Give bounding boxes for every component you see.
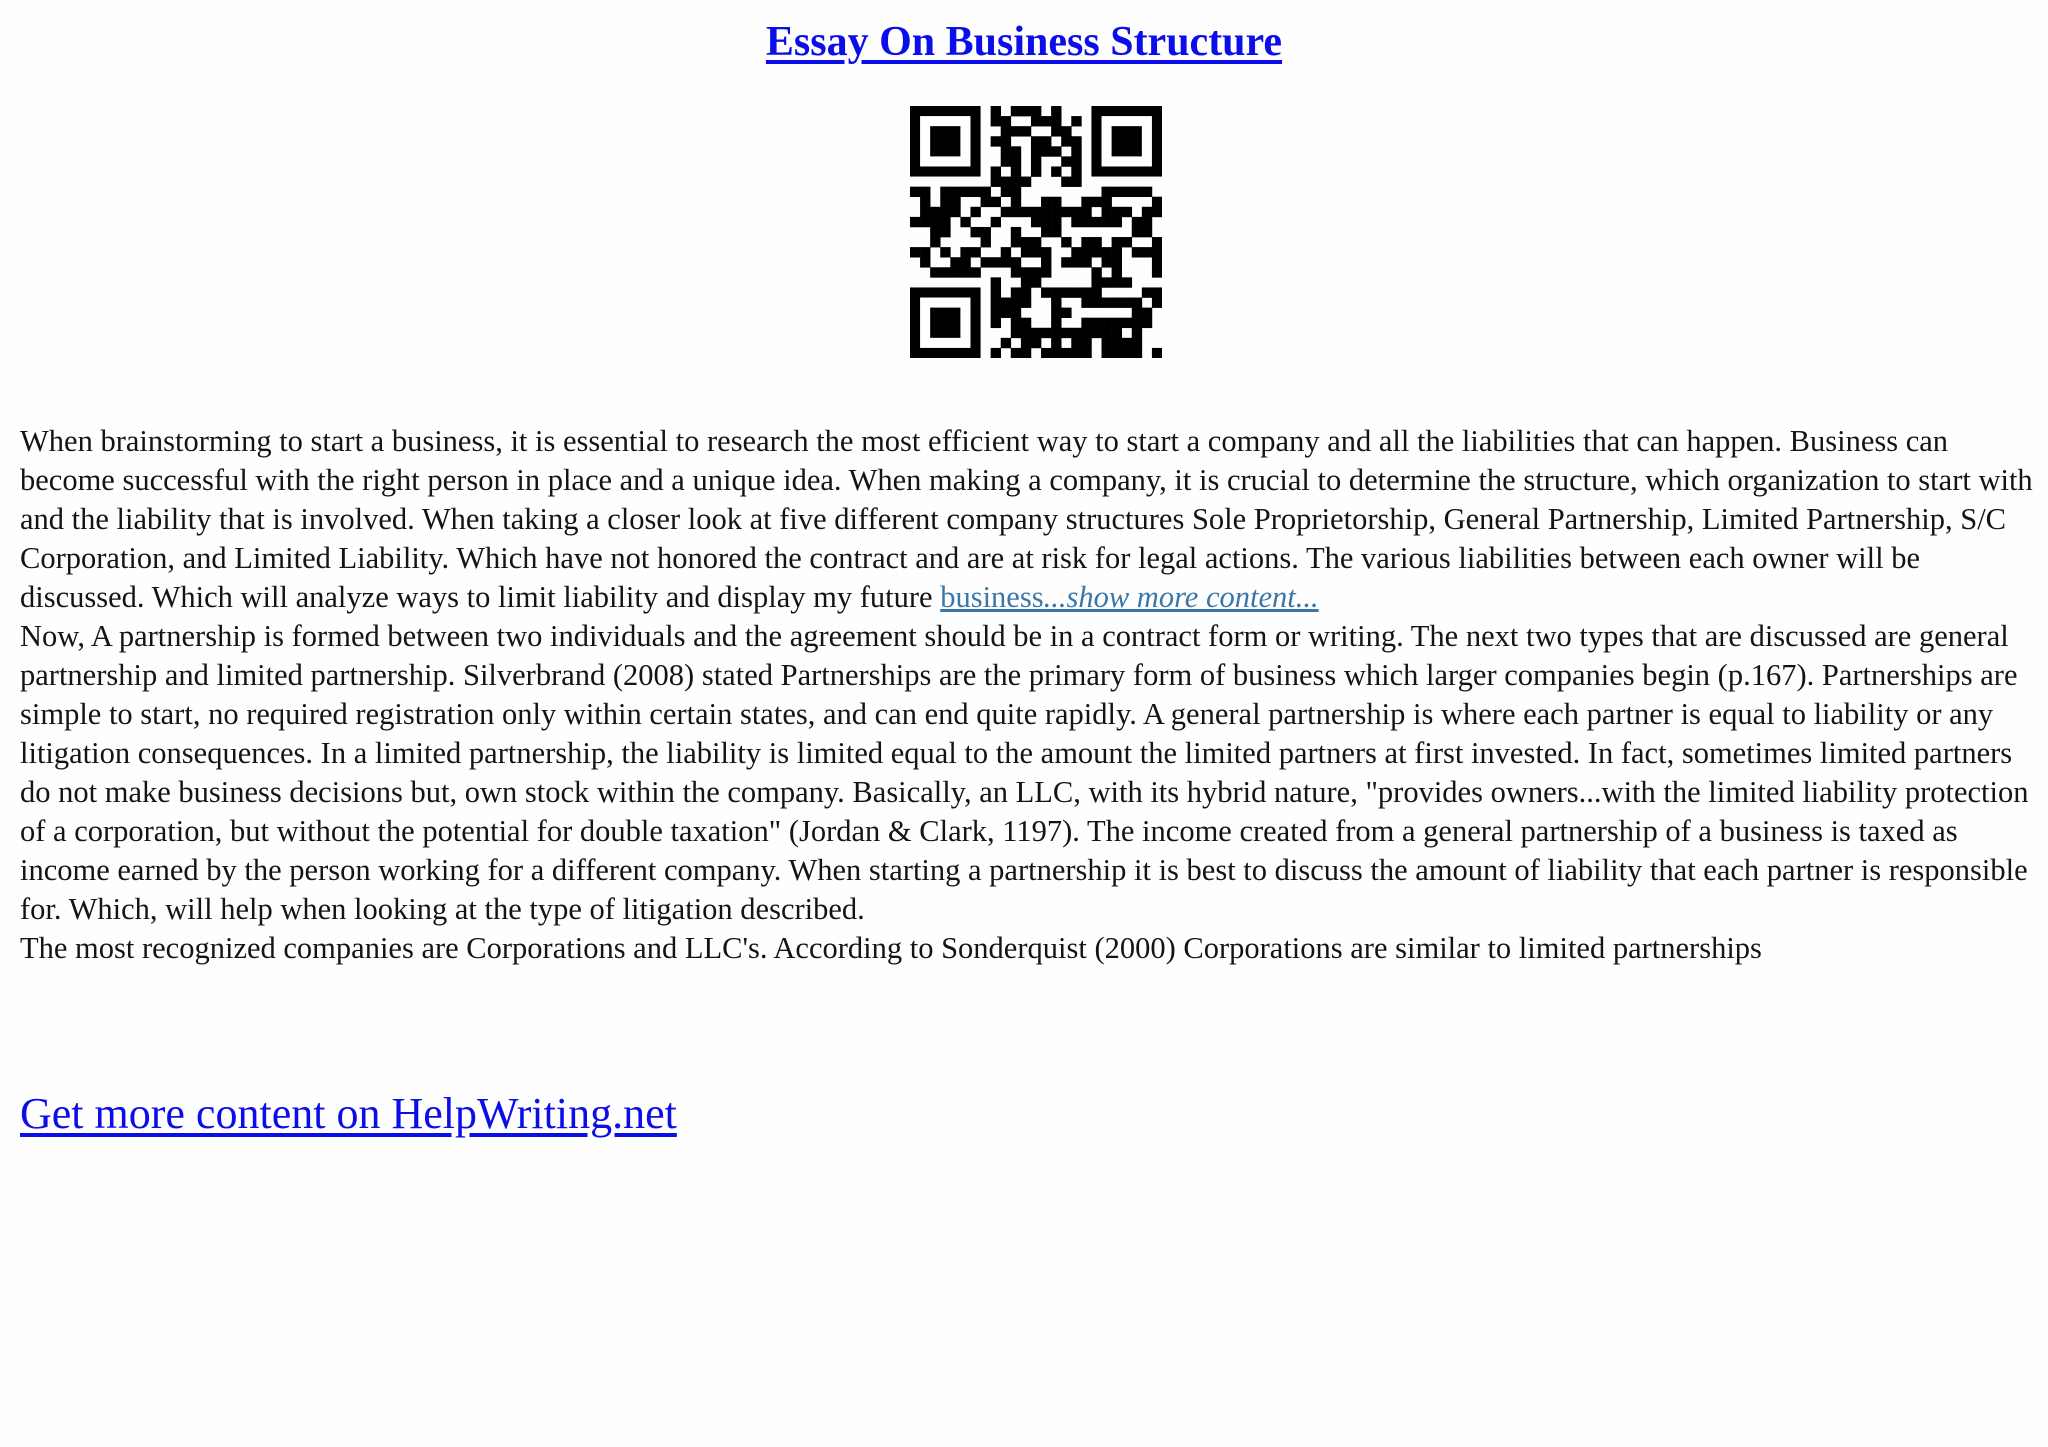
qr-module [1152,267,1162,277]
qr-module [1081,338,1091,348]
qr-module [991,348,1001,358]
qr-module [1021,177,1031,187]
qr-module [1071,177,1081,187]
qr-module [940,187,950,197]
qr-module [981,227,991,237]
qr-module [1132,328,1142,338]
paragraph-1-text: When brainstorming to start a business, it is essential to research the most efficient way to start a company and all the liabilities that can happen. Business can become successful with the right person in place and a unique idea. When making a company, it is crucial to determine the structure, which organization to start with and the liability that is involved. When taking a closer look at five different company structures Sole Proprietorship, General Partnership, Limited Partnership, S/C Corporation, and Limited Liability. Which have not honored the contract and are at risk for legal actions. The various liabilities between each owner will be discussed. Which will analyze ways to limit liability and display my future [20,424,2033,614]
qr-module [1001,116,1011,126]
qr-module [1061,328,1071,338]
qr-module [1132,318,1142,328]
qr-module [970,207,980,217]
qr-module [1091,247,1101,257]
qr-module [1071,207,1081,217]
qr-module [1152,257,1162,267]
qr-module [1081,287,1091,297]
qr-module [1071,156,1081,166]
qr-module [930,237,940,247]
qr-module [1031,106,1041,116]
qr-finder-pattern [910,106,981,177]
qr-module [910,247,920,257]
qr-module [1041,197,1051,207]
qr-module [1091,318,1101,328]
qr-module [1011,106,1021,116]
qr-module [1132,338,1142,348]
footer [20,1088,677,1139]
qr-finder-pattern [1091,106,1162,177]
qr-module [1081,237,1091,247]
qr-module [1102,247,1112,257]
paragraph-3: The most recognized companies are Corporations and LLC's. According to Sonderquist (2000) Corporations are similar to limited partnerships [20,931,1762,965]
qr-module [1051,106,1061,116]
qr-module [960,247,970,257]
qr-module [1132,298,1142,308]
qr-module [1021,237,1031,247]
qr-module [920,207,930,217]
qr-module [970,267,980,277]
qr-module [1051,207,1061,217]
qr-module [1051,287,1061,297]
qr-module [1152,237,1162,247]
qr-module [991,298,1001,308]
qr-module [970,227,980,237]
qr-module [950,197,960,207]
qr-module [1112,267,1122,277]
qr-module [1051,166,1061,176]
qr-module [1081,328,1091,338]
qr-module [1011,257,1021,267]
qr-module [1011,166,1021,176]
qr-module [1031,338,1041,348]
qr-module [1041,227,1051,237]
qr-module [1011,126,1021,136]
qr-module [991,166,1001,176]
qr-module [1041,207,1051,217]
qr-module [1132,217,1142,227]
qr-module [1091,197,1101,207]
qr-module [1081,247,1091,257]
qr-module [1112,348,1122,358]
qr-module [1041,348,1051,358]
qr-module [1112,207,1122,217]
qr-module [1061,257,1071,267]
qr-module [1011,187,1021,197]
qr-module [1051,338,1061,348]
qr-module [1112,318,1122,328]
qr-module [1061,308,1071,318]
title-link[interactable]: Essay On Business Structure [765,19,1283,65]
qr-module [1081,298,1091,308]
qr-module [991,257,1001,267]
qr-module [1112,217,1122,227]
qr-module [1021,318,1031,328]
qr-module [991,106,1001,116]
qr-module [1041,146,1051,156]
qr-module [1021,106,1031,116]
qr-module [1001,207,1011,217]
qr-module [1132,227,1142,237]
qr-module [1011,287,1021,297]
qr-module [1011,348,1021,358]
qr-code-graphic [910,106,1162,358]
qr-module [1001,177,1011,187]
qr-module [960,217,970,227]
qr-module [1021,277,1031,287]
qr-module [930,217,940,227]
qr-module [991,277,1001,287]
qr-module [1102,338,1112,348]
qr-module [950,187,960,197]
qr-module [1152,247,1162,257]
qr-module [1132,187,1142,197]
qr-module [1081,318,1091,328]
qr-module [1051,308,1061,318]
qr-module [1122,237,1132,247]
qr-module [1122,298,1132,308]
qr-module [1122,277,1132,287]
qr-module [1051,328,1061,338]
qr-module [1061,348,1071,358]
qr-module [1081,348,1091,358]
qr-module [1112,257,1122,267]
qr-module [1071,328,1081,338]
qr-module [1001,146,1011,156]
qr-module [1112,277,1122,287]
qr-module [1021,298,1031,308]
qr-module [930,207,940,217]
qr-module [1031,156,1041,166]
qr-module [1061,156,1071,166]
qr-module [1051,298,1061,308]
helpwriting-link[interactable]: Get more content on HelpWriting.net [20,1089,677,1138]
qr-module [940,247,950,257]
paragraph-1 [20,422,2042,617]
qr-module [991,287,1001,297]
paragraph-2: Now, A partnership is formed between two individuals and the agreement should be in a contract form or writing. The next two types that are discussed are general partnership and limited partnership. Silverbrand (2008) stated Partnerships are the primary form of business which larger companies begin (p.167). Partnerships are simple to start, no required registration only within certain states, and can end quite rapidly. A general partnership is where each partner is equal to liability or any litigation consequences. In a limited partnership, the liability is limited equal to the amount the limited partners at first invested. In fact, sometimes limited partners do not make business decisions but, own stock within the company. Basically, an LLC, with its hybrid nature, "provides owners...with the limited liability protection of a corporation, but without the potential for double taxation" (Jordan & Clark, 1197). The income created from a general partnership of a business is taxed as income earned by the person working for a different company. When starting a partnership it is best to discuss the amount of liability that each partner is responsible for. Which, will help when looking at the type of litigation described. [20,619,2029,926]
qr-module [981,257,991,267]
qr-module [1031,207,1041,217]
qr-module [1152,207,1162,217]
qr-module [1051,146,1061,156]
qr-module [960,187,970,197]
qr-module [920,187,930,197]
qr-module [1011,177,1021,187]
qr-module [1011,298,1021,308]
qr-module [1091,287,1101,297]
qr-module [920,197,930,207]
qr-module [991,177,1001,187]
qr-module [1152,197,1162,207]
qr-module [1041,257,1051,267]
qr-module [1152,298,1162,308]
qr-module [1041,247,1051,257]
qr-module [1102,257,1112,267]
qr-module [1102,318,1112,328]
qr-module [1112,328,1122,338]
qr-module [1061,287,1071,297]
qr-module [1071,166,1081,176]
qr-module [1122,207,1132,217]
qr-module [1021,328,1031,338]
qr-module [1102,328,1112,338]
qr-module [1142,318,1152,328]
qr-module [1001,136,1011,146]
qr-module [970,187,980,197]
qr-module [1091,277,1101,287]
qr-module [1031,217,1041,227]
qr-module [981,197,991,207]
qr-module [1021,126,1031,136]
qr-module [1122,318,1132,328]
qr-module [1041,116,1051,126]
qr-module [1071,247,1081,257]
qr-module [910,217,920,227]
qr-module [991,217,1001,227]
qr-module [1021,287,1031,297]
qr-module [1021,348,1031,358]
qr-module [970,247,980,257]
qr-module [1001,126,1011,136]
qr-module [1031,247,1041,257]
qr-module [1071,348,1081,358]
qr-module [1071,257,1081,267]
qr-module [940,267,950,277]
qr-module [910,187,920,197]
qr-module [1091,217,1101,227]
qr-module [920,247,930,257]
qr-module [1102,187,1112,197]
qr-module [1102,348,1112,358]
qr-module [1071,287,1081,297]
qr-module [991,308,1001,318]
qr-module [1132,308,1142,318]
qr-module [1001,156,1011,166]
qr-module [1031,277,1041,287]
qr-module [1142,187,1152,197]
qr-module [940,197,950,207]
qr-module [981,187,991,197]
qr-module [1051,197,1061,207]
qr-module [991,197,1001,207]
qr-module [1081,207,1091,217]
qr-module [1152,287,1162,297]
essay-body [20,422,2042,968]
qr-module [1021,207,1031,217]
qr-module [1081,217,1091,227]
qr-code-icon [910,106,1162,358]
qr-module [1001,247,1011,257]
qr-module [1091,298,1101,308]
qr-module [1051,227,1061,237]
qr-module [1061,136,1071,146]
qr-module [1001,338,1011,348]
qr-module [1112,187,1122,197]
qr-module [1152,348,1162,358]
qr-module [1102,207,1112,217]
qr-module [1071,217,1081,227]
qr-module [1102,298,1112,308]
qr-module [1021,247,1031,257]
qr-finder-pattern [910,287,981,358]
qr-module [1102,277,1112,287]
qr-module [1031,146,1041,156]
qr-module [1001,308,1011,318]
qr-module [1041,287,1051,297]
qr-module [1031,136,1041,146]
qr-module [1071,338,1081,348]
qr-module [1011,328,1021,338]
qr-module [960,267,970,277]
qr-module [1001,187,1011,197]
qr-module [1091,328,1101,338]
qr-module [920,257,930,267]
qr-module [1041,267,1051,277]
qr-module [1041,136,1051,146]
qr-module [1001,257,1011,267]
qr-module [1112,338,1122,348]
qr-module [1021,267,1031,277]
show-more-link-word: business [940,580,1044,614]
qr-module [1091,267,1101,277]
qr-module [1061,177,1071,187]
qr-module [1061,237,1071,247]
qr-module [1081,197,1091,207]
show-more-link-text: ...show more content... [1043,580,1319,614]
qr-module [1011,227,1021,237]
qr-module [1021,338,1031,348]
qr-module [981,237,991,247]
qr-module [1142,287,1152,297]
qr-module [950,257,960,267]
qr-module [940,217,950,227]
qr-module [1011,267,1021,277]
qr-module [1011,237,1021,247]
qr-module [920,217,930,227]
qr-module [1132,247,1142,257]
qr-module [950,267,960,277]
qr-module [1112,298,1122,308]
qr-module [1122,338,1132,348]
qr-module [1011,308,1021,318]
show-more-link[interactable] [940,580,1318,614]
qr-module [1051,348,1061,358]
qr-module [930,227,940,237]
qr-module [1142,217,1152,227]
qr-module [991,136,1001,146]
qr-module [1142,207,1152,217]
qr-module [1041,328,1051,338]
qr-module [940,207,950,217]
qr-module [930,267,940,277]
qr-module [1081,257,1091,267]
qr-module [960,257,970,267]
qr-module [991,318,1001,328]
qr-module [1051,126,1061,136]
qr-module [991,116,1001,126]
qr-module [1051,116,1061,126]
qr-module [1051,318,1061,328]
qr-module [1061,207,1071,217]
qr-module [1142,247,1152,257]
qr-module [1051,217,1061,227]
page-title [0,18,2048,66]
qr-module [1031,328,1041,338]
qr-module [1142,227,1152,237]
qr-module [1011,207,1021,217]
qr-module [1132,348,1142,358]
qr-module [1071,136,1081,146]
qr-module [1011,197,1021,207]
qr-module [1122,348,1132,358]
qr-module [1031,116,1041,126]
qr-module [1102,197,1112,207]
qr-module [940,227,950,237]
qr-module [1031,267,1041,277]
qr-module [1142,308,1152,318]
qr-module [1011,318,1021,328]
qr-module [1031,166,1041,176]
qr-module [1041,217,1051,227]
qr-module [1031,237,1041,247]
qr-module [1091,237,1101,247]
qr-module [1112,237,1122,247]
qr-module [1001,298,1011,308]
qr-module [1102,217,1112,227]
qr-module [1011,156,1021,166]
qr-module [1071,116,1081,126]
qr-module [1112,247,1122,257]
qr-module [950,207,960,217]
qr-module [1071,146,1081,156]
qr-module [1061,126,1071,136]
qr-module [1011,146,1021,156]
qr-module [1122,187,1132,197]
